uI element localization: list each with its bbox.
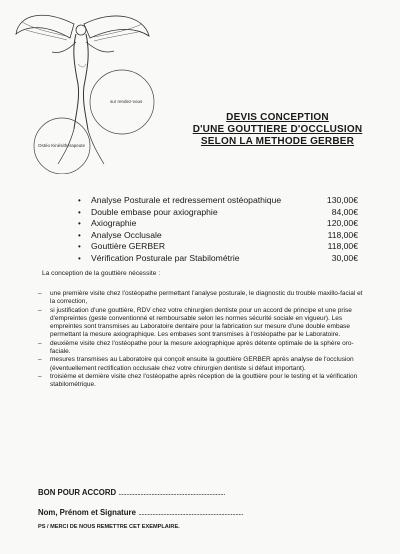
step-item bbox=[38, 307, 368, 340]
service-name: • Double embase pour axiographie bbox=[78, 207, 218, 219]
logo-caption-top: sur rendez-vous bbox=[110, 99, 143, 104]
services-price-list bbox=[78, 195, 358, 264]
step-item bbox=[38, 340, 368, 357]
service-row bbox=[78, 230, 358, 242]
service-price: 130,00€ bbox=[326, 195, 358, 205]
step-item bbox=[38, 356, 368, 373]
step-item bbox=[38, 373, 368, 390]
service-price: 118,00€ bbox=[327, 229, 358, 240]
service-name: • Axiographie bbox=[78, 218, 136, 230]
step-text: une première visite chez l'ostéopathe permettant l'analyse posturale, le diagnostic du trouble maxillo-facial et la correction, bbox=[50, 290, 363, 306]
approval-field[interactable] bbox=[38, 488, 225, 497]
service-name: • Gouttière GERBER bbox=[78, 241, 165, 253]
intro-text: La conception de la gouttière nécessite : bbox=[42, 270, 161, 277]
service-name: • Analyse Occlusale bbox=[78, 230, 162, 242]
logo-caption-bottom: Ostéo Kinésithérapeute bbox=[38, 143, 86, 148]
service-row bbox=[78, 218, 358, 230]
step-text: mesures transmises au Laboratoire qui conçoit ensuite la gouttière GERBER après analyse de l'occlusion (éventuellement rectification occlusale chez votre chirurgien dentiste si défaut important). bbox=[50, 356, 354, 372]
clinic-logo bbox=[4, 4, 164, 174]
service-row bbox=[78, 195, 358, 207]
title-line-3: SELON LA METHODE GERBER bbox=[200, 136, 355, 147]
name-signature-label: Nom, Prénom et Signature bbox=[38, 508, 136, 517]
service-name: • Vérification Posturale par Stabilométrie bbox=[78, 253, 240, 265]
document-title bbox=[170, 112, 385, 148]
name-signature-dotted-line: ................................................................... bbox=[138, 508, 244, 517]
ps-note: PS / MERCI DE NOUS REMETTRE CET EXEMPLAIRE. bbox=[38, 524, 180, 530]
service-price: 120,00€ bbox=[326, 218, 358, 228]
title-line-1: DEVIS CONCEPTION bbox=[226, 112, 329, 123]
service-row bbox=[78, 207, 358, 219]
dash-marker: – bbox=[38, 339, 42, 347]
step-text: si justification d'une gouttière, RDV chez votre chirurgien dentiste pour un accord de principe et une prise d'empreintes (geste conventionné et remboursable selon les normes sécurité sociale en vigueur). Les empreintes sont transmises au Laboratoire dentaire pour la fabrication sur mesure d'une double embase permettant la mesure axiographique. Les embases sont transmises à l'ostéopathe par le Laboratoire. bbox=[50, 306, 352, 339]
dash-marker: – bbox=[38, 290, 42, 297]
service-price: 118,00€ bbox=[327, 241, 358, 251]
dash-marker: – bbox=[38, 356, 42, 364]
title-line-2: D'UNE GOUTTIERE D'OCCLUSION bbox=[192, 124, 363, 135]
steps-list bbox=[38, 290, 368, 390]
service-price: 84,00€ bbox=[331, 206, 358, 217]
dash-marker: – bbox=[38, 372, 42, 380]
dash-marker: – bbox=[38, 306, 42, 314]
approval-label: BON POUR ACCORD bbox=[38, 488, 117, 497]
step-item bbox=[38, 290, 368, 307]
approval-dotted-line: .................................................................... bbox=[118, 488, 225, 497]
service-row bbox=[78, 253, 358, 265]
service-price: 30,00€ bbox=[331, 252, 358, 263]
name-signature-field[interactable] bbox=[38, 508, 243, 517]
service-name: • Analyse Posturale et redressement ostéopathique bbox=[78, 195, 281, 207]
service-row bbox=[78, 241, 358, 253]
step-text: troisième et dernière visite chez l'ostéopathe après réception de la gouttière pour le testing et la vérification stabilométrique. bbox=[50, 372, 358, 389]
step-text: deuxième visite chez l'ostéopathe pour la mesure axiographique après détente optimale de la sphère oro-faciale. bbox=[50, 339, 354, 356]
